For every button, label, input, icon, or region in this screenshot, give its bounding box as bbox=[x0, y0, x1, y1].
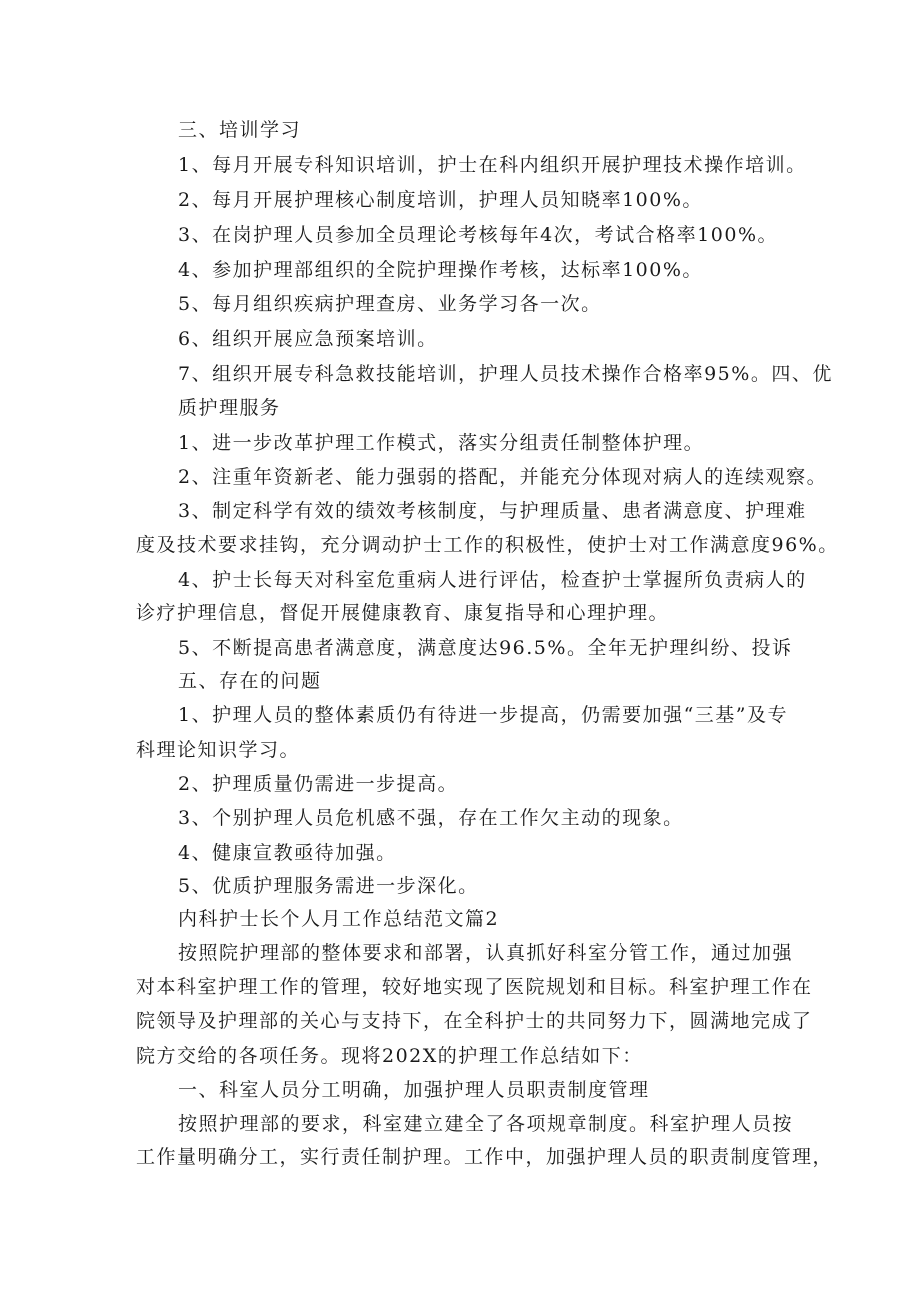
paragraph-line: 5、优质护理服务需进一步深化。 bbox=[178, 875, 479, 897]
paragraph-line: 4、参加护理部组织的全院护理操作考核，达标率100%。 bbox=[178, 259, 703, 281]
paragraph-line: 按照院护理部的整体要求和部署，认真抓好科室分管工作，通过加强 bbox=[178, 942, 794, 964]
paragraph-line: 2、每月开展护理核心制度培训，护理人员知晓率100%。 bbox=[178, 189, 703, 211]
paragraph-line: 1、每月开展专科知识培训，护士在科内组织开展护理技术操作培训。 bbox=[178, 154, 807, 176]
paragraph-line: 2、注重年资新老、能力强弱的搭配，并能充分体现对病人的连续观察。 bbox=[178, 466, 828, 488]
article-title: 内科护士长个人月工作总结范文篇2 bbox=[178, 908, 500, 930]
paragraph-line: 质护理服务 bbox=[178, 397, 281, 419]
paragraph-line: 诊疗护理信息，督促开展健康教育、康复指导和心理护理。 bbox=[136, 602, 670, 624]
paragraph-line: 2、护理质量仍需进一步提高。 bbox=[178, 773, 459, 795]
paragraph-line: 工作量明确分工，实行责任制护理。工作中，加强护理人员的职责制度管理， bbox=[136, 1146, 834, 1168]
paragraph-line: 度及技术要求挂钩，充分调动护士工作的积极性，使护士对工作满意度96%。 bbox=[136, 534, 839, 556]
paragraph-line: 3、在岗护理人员参加全员理论考核每年4次，考试合格率100%。 bbox=[178, 224, 778, 246]
paragraph-line: 5、不断提高患者满意度，满意度达96.5%。全年无护理纠纷、投诉 bbox=[178, 637, 793, 659]
paragraph-line: 按照护理部的要求，科室建立建全了各项规章制度。科室护理人员按 bbox=[178, 1113, 794, 1135]
paragraph-line: 1、进一步改革护理工作模式，落实分组责任制整体护理。 bbox=[178, 432, 705, 454]
paragraph-line: 4、健康宣教亟待加强。 bbox=[178, 842, 397, 864]
paragraph-line: 对本科室护理工作的管理，较好地实现了医院规划和目标。科室护理工作在 bbox=[136, 976, 813, 998]
section-heading-staff: 一、科室人员分工明确，加强护理人员职责制度管理 bbox=[178, 1079, 650, 1101]
paragraph-line: 1、护理人员的整体素质仍有待进一步提高，仍需要加强“三基”及专 bbox=[178, 704, 789, 726]
paragraph-line: 5、每月组织疾病护理查房、业务学习各一次。 bbox=[178, 293, 602, 315]
paragraph-line: 院领导及护理部的关心与支持下，在全科护士的共同努力下，圆满地完成了 bbox=[136, 1010, 813, 1032]
paragraph-line: 7、组织开展专科急救技能培训，护理人员技术操作合格率95%。四、优 bbox=[178, 363, 833, 385]
section-heading-training: 三、培训学习 bbox=[178, 119, 302, 141]
paragraph-line: 院方交给的各项任务。现将202X的护理工作总结如下： bbox=[136, 1045, 643, 1067]
paragraph-line: 6、组织开展应急预案培训。 bbox=[178, 328, 438, 350]
paragraph-line: 4、护士长每天对科室危重病人进行评估，检查护士掌握所负责病人的 bbox=[178, 569, 807, 591]
section-heading-problems: 五、存在的问题 bbox=[178, 670, 322, 692]
paragraph-line: 3、制定科学有效的绩效考核制度，与护理质量、患者满意度、护理难 bbox=[178, 500, 807, 522]
paragraph-line: 科理论知识学习。 bbox=[136, 739, 301, 761]
paragraph-line: 3、个别护理人员危机感不强，存在工作欠主动的现象。 bbox=[178, 807, 684, 829]
